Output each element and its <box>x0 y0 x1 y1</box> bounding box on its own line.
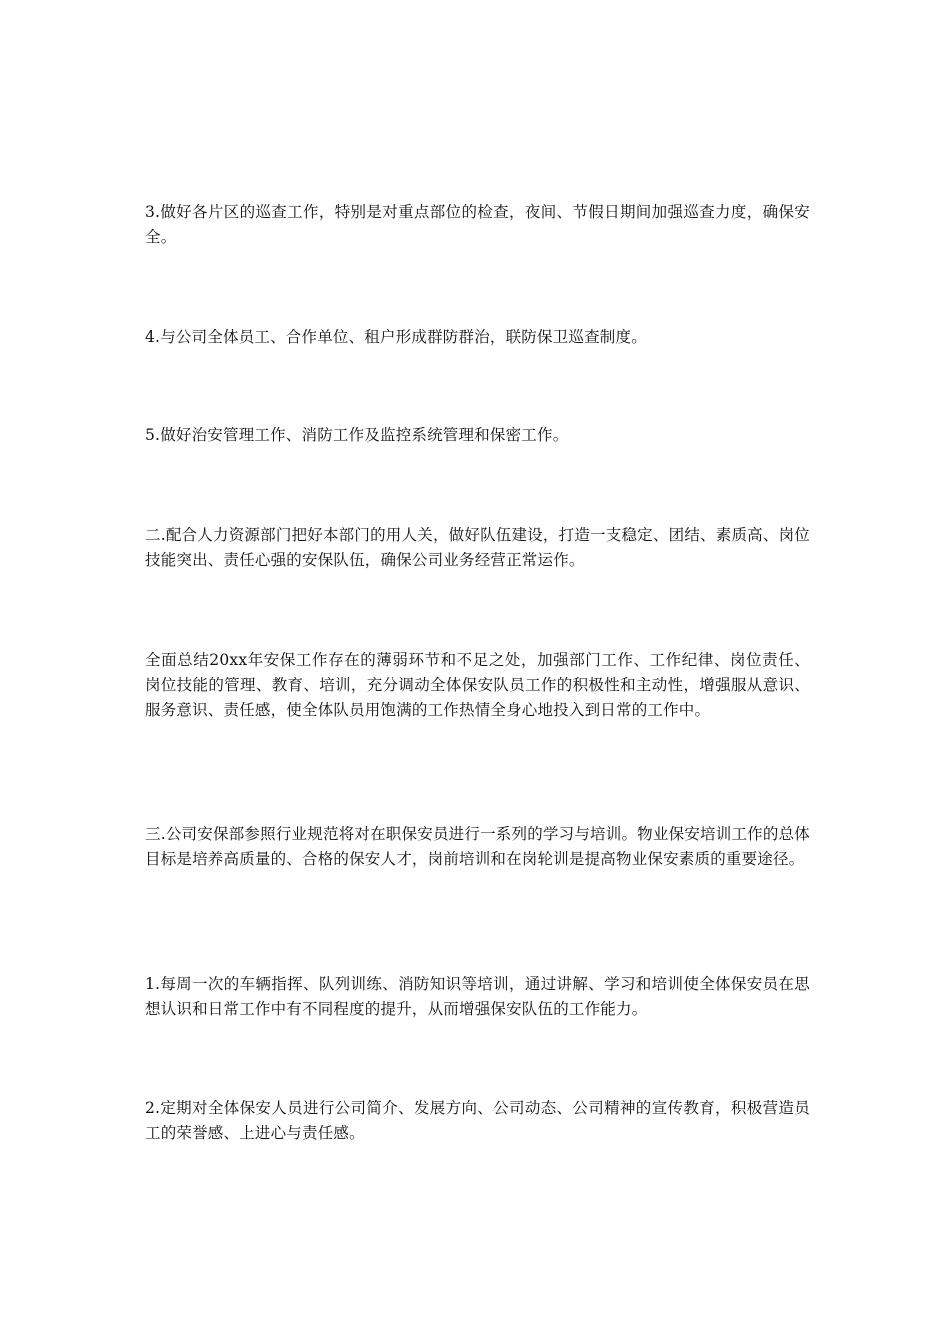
paragraph-weekly-training: 1.每周一次的车辆指挥、队列训练、消防知识等培训，通过讲解、学习和培训使全体保安员在思想认识和日常工作中有不同程度的提升，从而增强保安队伍的工作能力。 <box>145 975 810 1018</box>
paragraph-annual-summary: 全面总结20xx年安保工作存在的薄弱环节和不足之处，加强部门工作、工作纪律、岗位责任、岗位技能的管理、教育、培训，充分调动全体保安队员工作的积极性和主动性，增强服从意识、服务意识、责任感，使全体队员用饱满的工作热情全身心地投入到日常的工作中。 <box>145 651 810 719</box>
paragraph-team-building: 二.配合人力资源部门把好本部门的用人关，做好队伍建设，打造一支稳定、团结、素质高、岗位技能突出、责任心强的安保队伍，确保公司业务经营正常运作。 <box>145 526 810 569</box>
paragraph-security-management: 5.做好治安管理工作、消防工作及监控系统管理和保密工作。 <box>145 426 569 444</box>
paragraph-company-education: 2.定期对全体保安人员进行公司简介、发展方向、公司动态、公司精神的宣传教育，积极营造员工的荣誉感、上进心与责任感。 <box>145 1099 810 1142</box>
paragraph-joint-defense: 4.与公司全体员工、合作单位、租户形成群防群治，联防保卫巡查制度。 <box>145 328 647 346</box>
paragraph-patrol-work: 3.做好各片区的巡查工作，特别是对重点部位的检查，夜间、节假日期间加强巡查力度，确保安全。 <box>145 203 810 246</box>
paragraph-training-plan: 三.公司安保部参照行业规范将对在职保安员进行一系列的学习与培训。物业保安培训工作的总体目标是培养高质量的、合格的保安人才，岗前培训和在岗轮训是提高物业保安素质的重要途径。 <box>145 825 810 868</box>
